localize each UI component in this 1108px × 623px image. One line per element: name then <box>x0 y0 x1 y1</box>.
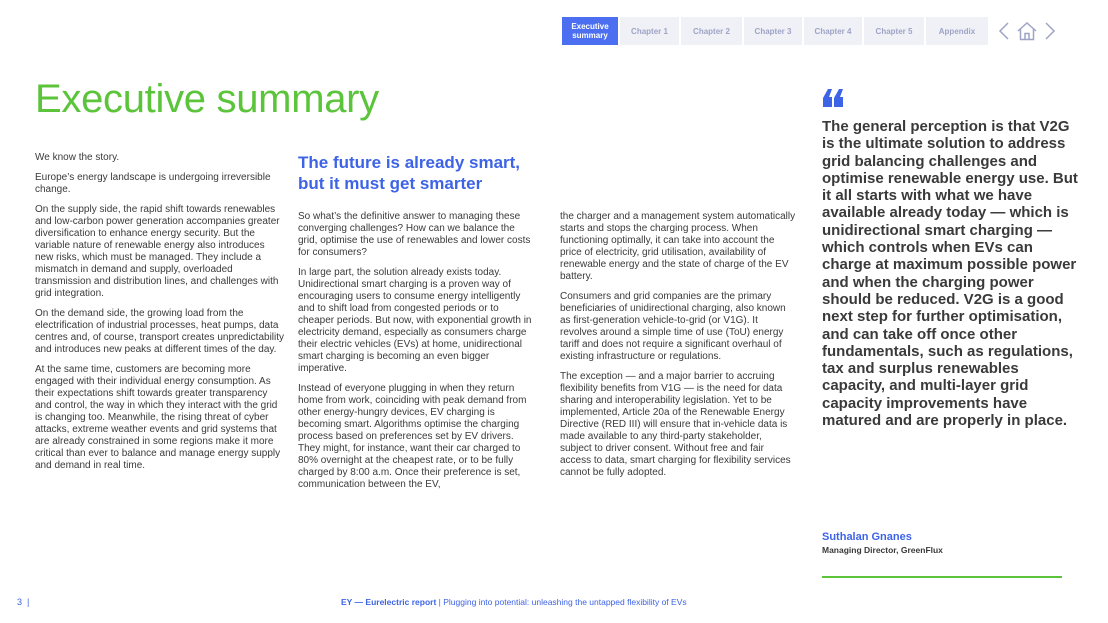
paragraph: Europe’s energy landscape is undergoing irreversible change. <box>35 172 271 195</box>
report-subtitle: Plugging into potential: unleashing the untapped flexibility of EVs <box>443 597 687 607</box>
body-column-1 <box>35 152 285 480</box>
paragraph: the charger and a management system automatically starts and stops the charging process. When functioning optimally, it can take into account the price of electricity, grid utilisation, availability of renewable energy and the state of charge of the EV battery. <box>560 211 796 282</box>
tab-chapter-3[interactable]: Chapter 3 <box>744 17 802 45</box>
chapter-nav <box>562 17 1062 45</box>
paragraph: So what’s the definitive answer to managing these converging challenges? How can we balance the grid, optimise the use of renewables and lower costs for consumers? <box>298 211 531 258</box>
footer-divider: | <box>438 597 441 607</box>
divider <box>822 576 1062 578</box>
section-heading: The future is already smart, but it must get smarter <box>298 153 521 193</box>
paragraph: Instead of everyone plugging in when they return home from work, coinciding with peak demand from other energy-hungry devices, EV charging is becoming smart. Algorithms optimise the charging process based on preferences set by EV drivers. They might, for instance, want their car charged to 80% overnight at the cheapest rate, or to be fully charged by 8:00 a.m. Once their preference is set, communication between the EV, <box>298 383 527 490</box>
home-icon[interactable] <box>1016 21 1038 41</box>
tab-appendix[interactable]: Appendix <box>926 17 988 45</box>
quote-mark-icon <box>822 88 844 108</box>
paragraph: In large part, the solution already exists today. Unidirectional smart charging is a proven way of encouraging users to consume energy intelligently and to shift load from congested periods or to cheaper periods. But now, with exponential growth in electricity demand, especially as consumers charge their electric vehicles (EVs) at home, unidirectional smart charging is becoming an even bigger imperative. <box>298 267 532 374</box>
body-column-2 <box>298 211 536 499</box>
chevron-right-icon[interactable] <box>1044 22 1056 40</box>
quote-author-role: Managing Director, GreenFlux <box>822 545 943 555</box>
page-number: 3 | <box>17 597 30 607</box>
tab-chapter-4[interactable]: Chapter 4 <box>804 17 862 45</box>
footer <box>341 597 687 607</box>
report-name: EY — Eurelectric report <box>341 597 437 607</box>
tab-chapter-5[interactable]: Chapter 5 <box>864 17 924 45</box>
chevron-left-icon[interactable] <box>998 22 1010 40</box>
quote-author: Suthalan Gnanes <box>822 531 912 543</box>
paragraph: The exception — and a major barrier to accruing flexibility benefits from V1G — is the need for data sharing and interoperability legislation. Yet to be implemented, Article 20a of the Renewable Energy Directive (RED III) will ensure that in-vehicle data is made available to any third-party stakeholder, subject to driver consent. Without free and fair access to data, smart charging for flexibility services cannot be fully adopted. <box>560 371 791 478</box>
page-title: Executive summary <box>35 77 379 121</box>
tab-chapter-1[interactable]: Chapter 1 <box>620 17 679 45</box>
paragraph: On the supply side, the rapid shift towards renewables and low-carbon power generation accompanies greater diversification to enhance energy security. But the variable nature of renewable energy also introduces new risks, which must be managed. They include a mismatch in demand and supply, overloaded transmission and distribution lines, and challenges with grid integration. <box>35 204 280 299</box>
tab-chapter-2[interactable]: Chapter 2 <box>681 17 742 45</box>
paragraph: At the same time, customers are becoming more engaged with their individual energy consumption. As their expectations shift towards greater transparency and control, the way in which they interact with the grid is changing too. Meanwhile, the rising threat of cyber attacks, extreme weather events and grid systems that are already constrained in some regions make it more critical than ever to balance and manage energy supply and demand in real time. <box>35 364 281 471</box>
body-column-3 <box>560 211 796 487</box>
paragraph: On the demand side, the growing load from the electrification of industrial processes, heat pumps, data centres and, of course, transport creates unpredictability and introduces new peaks at different times of the day. <box>35 308 285 355</box>
paragraph: We know the story. <box>35 152 120 163</box>
tab-executive-summary[interactable]: Executive summary <box>562 17 618 45</box>
pull-quote: The general perception is that V2G is the ultimate solution to address grid balancing challenges and optimise renewable energy use. But it all starts with what we have available already today — which is unidirectional smart charging — which controls when EVs can charge at maximum possible power and when the charging power should be reduced. V2G is a good next step for further optimisation, and can take off once other fundamentals, such as regulations, tax and surplus renewables capacity, and multi-layer grid capacity improvements have matured and are properly in place. <box>822 118 1078 430</box>
paragraph: Consumers and grid companies are the primary beneficiaries of unidirectional charging, also known as first-generation vehicle-to-grid (or V1G). It revolves around a simple time of use (ToU) energy tariff and does not require a significant overhaul of existing infrastructure or regulations. <box>560 291 786 362</box>
